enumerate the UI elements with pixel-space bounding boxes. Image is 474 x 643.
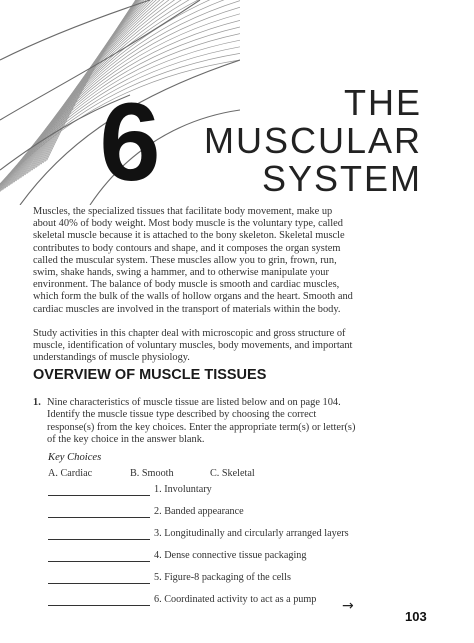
answer-blank[interactable]: [48, 525, 150, 540]
statement-text: 6. Coordinated activity to act as a pump: [154, 594, 317, 605]
question-text: Nine characteristics of muscle tissue are listed below and on page 104. Identify the muscle tissue type described by choosing the correct response(s) from the key choices. Enter the appropriate term(s) or letter(s) of the key choice in the answer blank.: [47, 397, 356, 445]
answer-blank[interactable]: [48, 547, 150, 562]
answer-row: [48, 484, 378, 498]
intro-paragraph-1: Muscles, the specialized tissues that facilitate body movement, make up about 40% of body weight. Most body muscle is the voluntary type, called skeletal muscle because it is attached to the bony skeleton. Skeletal muscle contributes to body contours and shape, and it composes the organ system called the muscular system. These muscles allow you to grin, frown, run, swim, shake hands, swing a hammer, and to otherwise manipulate your environment. The balance of body muscle is smooth and cardiac muscles, which form the bulk of the walls of hollow organs and the heart. Smooth and cardiac muscles are involved in the transport of materials within the body.: [33, 206, 353, 315]
key-choice-a: A. Cardiac: [48, 468, 93, 479]
question-1: [33, 397, 363, 446]
page-number: 103: [405, 609, 427, 624]
key-choices-heading: Key Choices: [48, 452, 102, 463]
key-choice-c: C. Skeletal: [210, 468, 255, 479]
answer-blank[interactable]: [48, 591, 150, 606]
intro-paragraph-2: Study activities in this chapter deal with microscopic and gross structure of muscle, identification of voluntary muscles, body movements, and important understandings of muscle physiology.: [33, 327, 353, 364]
statement-text: 5. Figure-8 packaging of the cells: [154, 572, 291, 583]
chapter-title: [204, 84, 422, 198]
question-number: 1.: [33, 397, 41, 408]
answer-row: [48, 550, 378, 564]
answer-row: [48, 528, 378, 542]
chapter-title-line-3: SYSTEM: [261, 158, 422, 199]
section-heading: OVERVIEW OF MUSCLE TISSUES: [33, 367, 267, 383]
chapter-number: 6: [99, 81, 159, 204]
statement-text: 3. Longitudinally and circularly arranged layers: [154, 528, 349, 539]
answer-blank[interactable]: [48, 569, 150, 584]
answer-row: [48, 594, 378, 608]
answer-blank[interactable]: [48, 503, 150, 518]
right-arrow-icon: →: [342, 598, 354, 614]
chapter-title-line-1: THE: [344, 82, 422, 123]
statement-text: 4. Dense connective tissue packaging: [154, 550, 307, 561]
key-choice-b: B. Smooth: [130, 468, 174, 479]
chapter-title-line-2: MUSCULAR: [203, 120, 422, 161]
statement-text: 2. Banded appearance: [154, 506, 244, 517]
statement-text: 1. Involuntary: [154, 484, 212, 495]
answer-row: [48, 572, 378, 586]
answer-row: [48, 506, 378, 520]
answer-blank[interactable]: [48, 481, 150, 496]
chapter-introduction: [33, 206, 353, 364]
